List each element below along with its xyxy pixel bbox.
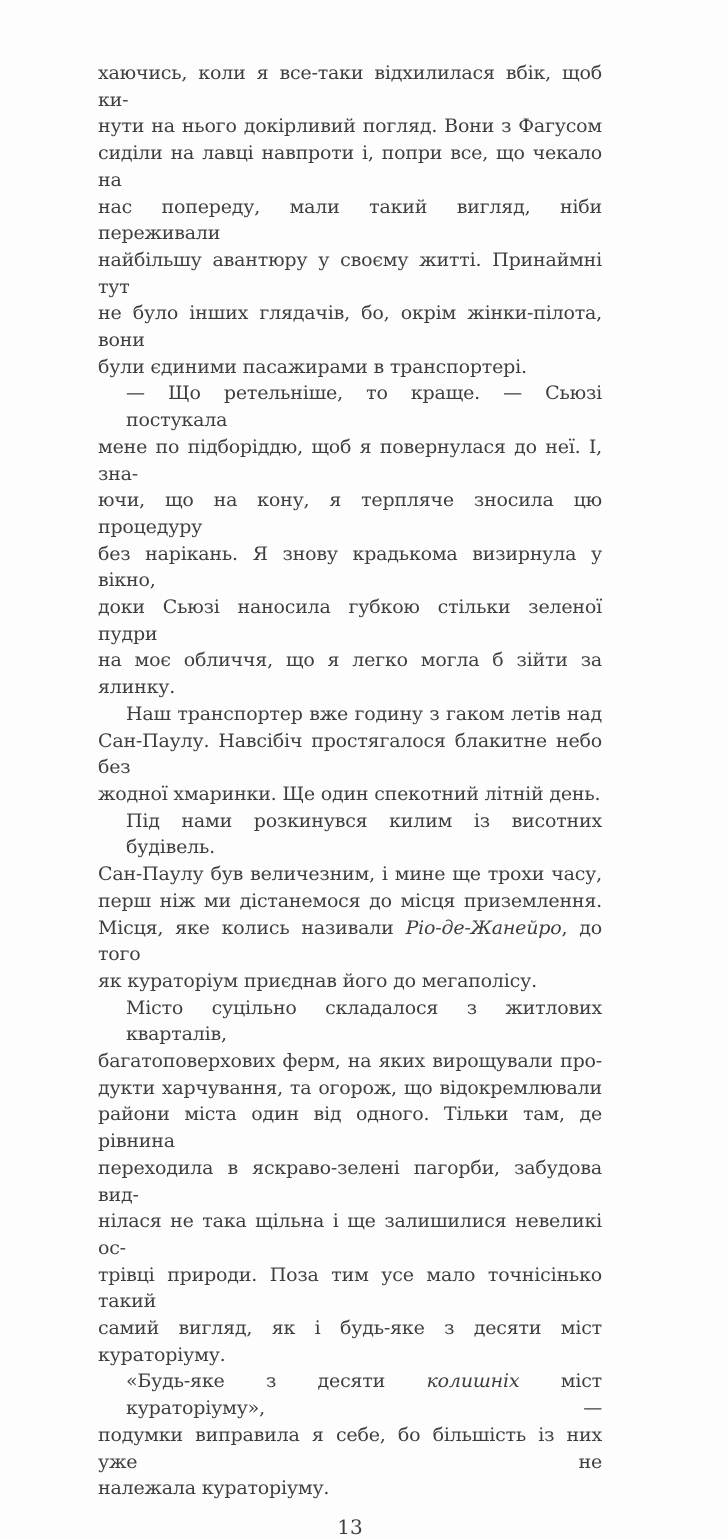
text-line: переходила в яскраво-зелені пагорби, забудова вид-	[98, 1156, 602, 1206]
paragraph	[98, 1368, 602, 1502]
text-line: Місто суцільно складалося з житлових кварталів,	[126, 996, 602, 1046]
text-line: подумки виправила я себе, бо більшість із них уже не	[98, 1423, 602, 1473]
italic-text: колишніх	[426, 1370, 520, 1393]
paragraph	[98, 60, 602, 380]
italic-text: Ріо-де-Жанейро	[405, 916, 562, 939]
text-line: Під нами розкинувся килим із висотних будівель.	[126, 809, 602, 859]
text-run: , до того	[98, 916, 603, 966]
paragraph	[98, 701, 602, 808]
text-run: Місця, яке колись називали	[98, 916, 406, 939]
page-number: 13	[337, 1514, 363, 1539]
text-line: перш ніж ми дістанемося до місця приземлення.	[98, 889, 602, 912]
text-line: Сан-Паулу був величезним, і мине ще трохи часу,	[98, 863, 602, 886]
text-line: — Що ретельніше, то краще. — Сьюзі постукала	[126, 382, 602, 432]
text-run: міст кураторіуму», —	[126, 1370, 602, 1420]
text-line: Наш транспортер вже годину з гаком летів над	[126, 702, 602, 725]
text-line: дукти харчування, та огорож, що відокремлювали	[98, 1076, 602, 1099]
text-line: без нарікань. Я знову крадькома визирнула у вікно,	[98, 542, 602, 592]
text-line: самий вигляд, як і будь-яке з десяти міст кураторіуму.	[98, 1317, 602, 1366]
text-line: сиділи на лавці навпроти і, попри все, що чекало на	[98, 142, 602, 191]
paragraph	[98, 380, 602, 700]
text-line: нас попереду, мали такий вигляд, ніби переживали	[98, 195, 602, 245]
text-line: як кураторіум приєднав його до мегаполісу.	[98, 969, 537, 992]
text-line: жодної хмаринки. Ще один спекотний літній день.	[98, 782, 601, 805]
text-line: трівці природи. Поза тим усе мало точнісінько такий	[98, 1263, 602, 1313]
text-line: на моє обличчя, що я легко могла б зійти за ялинку.	[98, 649, 602, 699]
text-line: належала кураторіуму.	[98, 1477, 330, 1500]
text-line: доки Сьюзі наносила губкою стільки зеленої пудри	[98, 596, 602, 645]
paragraph	[98, 808, 602, 995]
text-run: «Будь-яке з десяти	[126, 1370, 427, 1393]
text-line: нілася не така щільна і ще залишилися невеликі ос-	[98, 1210, 602, 1259]
text-line: мене по підборіддю, щоб я повернулася до неї. І, зна-	[98, 435, 602, 485]
text-column	[98, 60, 602, 1502]
text-line: ючи, що на кону, я терпляче зносила цю процедуру	[98, 489, 602, 538]
text-line: нути на нього докірливий погляд. Вони з Фагусом	[98, 115, 602, 138]
text-line: Сан-Паулу. Навсібіч простягалося блакитне небо без	[98, 729, 602, 779]
text-line: багатоповерхових ферм, на яких вирощували про-	[98, 1050, 602, 1073]
text-line	[98, 915, 602, 968]
text-line: не було інших глядачів, бо, окрім жінки-пілота, вони	[98, 302, 602, 352]
text-line: були єдиними пасажирами в транспортері.	[98, 355, 527, 378]
text-line: райони міста один від одного. Тільки там, де рівнина	[98, 1103, 602, 1153]
text-line	[98, 1368, 602, 1421]
text-line: хаючись, коли я все-таки відхилилася вбік, щоб ки-	[98, 62, 602, 111]
text-line: найбільшу авантюру у своєму житті. Принаймні тут	[98, 248, 602, 298]
paragraph	[98, 995, 602, 1369]
